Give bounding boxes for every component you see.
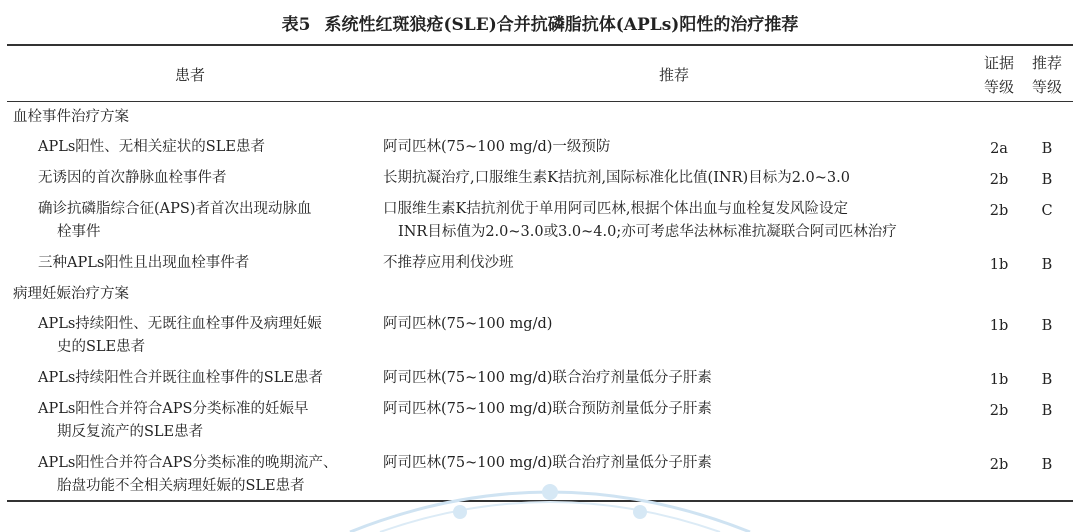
header-recommendation-grade-line2: 等级 (1031, 78, 1062, 96)
recommendation-cell: 阿司匹林(75~100 mg/d)联合治疗剂量低分子肝素 (383, 370, 712, 386)
patient-cell: APLs持续阳性合并既往血栓事件的SLE患者 (38, 370, 323, 386)
header-evidence-level-line1: 证据 (983, 54, 1014, 72)
table-caption (0, 10, 1080, 35)
recommendation-grade-cell: B (1041, 372, 1053, 388)
evidence-level-cell: 2b (989, 203, 1009, 219)
evidence-level-cell: 2a (990, 141, 1008, 157)
recommendation-grade-cell: C (1041, 203, 1053, 219)
recommendation-grade-cell: B (1041, 257, 1053, 273)
patient-cell: APLs阳性合并符合APS分类标准的妊娠早 (38, 401, 309, 417)
recommendation-cell: 长期抗凝治疗,口服维生素K拮抗剂,国际标准化比值(INR)目标为2.0~3.0 (383, 170, 850, 186)
header-recommendation: 推荐 (658, 66, 689, 84)
evidence-level-cell: 2b (989, 403, 1009, 419)
patient-cell-continued: 胎盘功能不全相关病理妊娠的SLE患者 (57, 478, 305, 494)
header-rule (7, 101, 1073, 102)
recommendation-cell: 阿司匹林(75~100 mg/d)一级预防 (383, 139, 611, 155)
recommendation-grade-cell: B (1041, 318, 1053, 334)
header-patient: 患者 (174, 66, 205, 84)
recommendation-cell-continued: INR目标值为2.0~3.0或3.0~4.0;亦可考虑华法林标准抗凝联合阿司匹林治疗 (398, 224, 897, 240)
table-number: 表5 (281, 15, 311, 35)
patient-cell: 无诱因的首次静脉血栓事件者 (38, 170, 227, 186)
section-title-thrombosis: 血栓事件治疗方案 (13, 109, 129, 125)
patient-cell-continued: 史的SLE患者 (57, 339, 146, 355)
section-title-pregnancy: 病理妊娠治疗方案 (13, 286, 129, 302)
recommendation-cell: 口服维生素K拮抗剂优于单用阿司匹林,根据个体出血与血栓复发风险设定 (383, 201, 848, 217)
recommendation-grade-cell: B (1041, 141, 1053, 157)
top-rule (7, 44, 1073, 46)
patient-cell: APLs阳性、无相关症状的SLE患者 (38, 139, 265, 155)
evidence-level-cell: 2b (989, 457, 1009, 473)
recommendation-cell: 阿司匹林(75~100 mg/d) (383, 316, 553, 332)
patient-cell: 确诊抗磷脂综合征(APS)者首次出现动脉血 (38, 201, 312, 217)
patient-cell: 三种APLs阳性且出现血栓事件者 (38, 255, 250, 271)
recommendation-grade-cell: B (1041, 172, 1053, 188)
patient-cell: APLs阳性合并符合APS分类标准的晚期流产、 (38, 455, 338, 471)
recommendation-cell: 阿司匹林(75~100 mg/d)联合预防剂量低分子肝素 (383, 401, 712, 417)
evidence-level-cell: 1b (989, 318, 1009, 334)
evidence-level-cell: 2b (989, 172, 1009, 188)
header-evidence-level-line2: 等级 (983, 78, 1014, 96)
patient-cell-continued: 栓事件 (57, 224, 101, 240)
patient-cell-continued: 期反复流产的SLE患者 (57, 424, 204, 440)
recommendation-grade-cell: B (1041, 457, 1053, 473)
recommendation-cell: 阿司匹林(75~100 mg/d)联合治疗剂量低分子肝素 (383, 455, 712, 471)
header-recommendation-grade-line1: 推荐 (1031, 54, 1062, 72)
evidence-level-cell: 1b (989, 257, 1009, 273)
bottom-rule (7, 500, 1073, 502)
recommendation-cell: 不推荐应用利伐沙班 (383, 255, 514, 271)
evidence-level-cell: 1b (989, 372, 1009, 388)
patient-cell: APLs持续阳性、无既往血栓事件及病理妊娠 (38, 316, 322, 332)
recommendation-grade-cell: B (1041, 403, 1053, 419)
table-title: 系统性红斑狼疮(SLE)合并抗磷脂抗体(APLs)阳性的治疗推荐 (324, 15, 799, 35)
